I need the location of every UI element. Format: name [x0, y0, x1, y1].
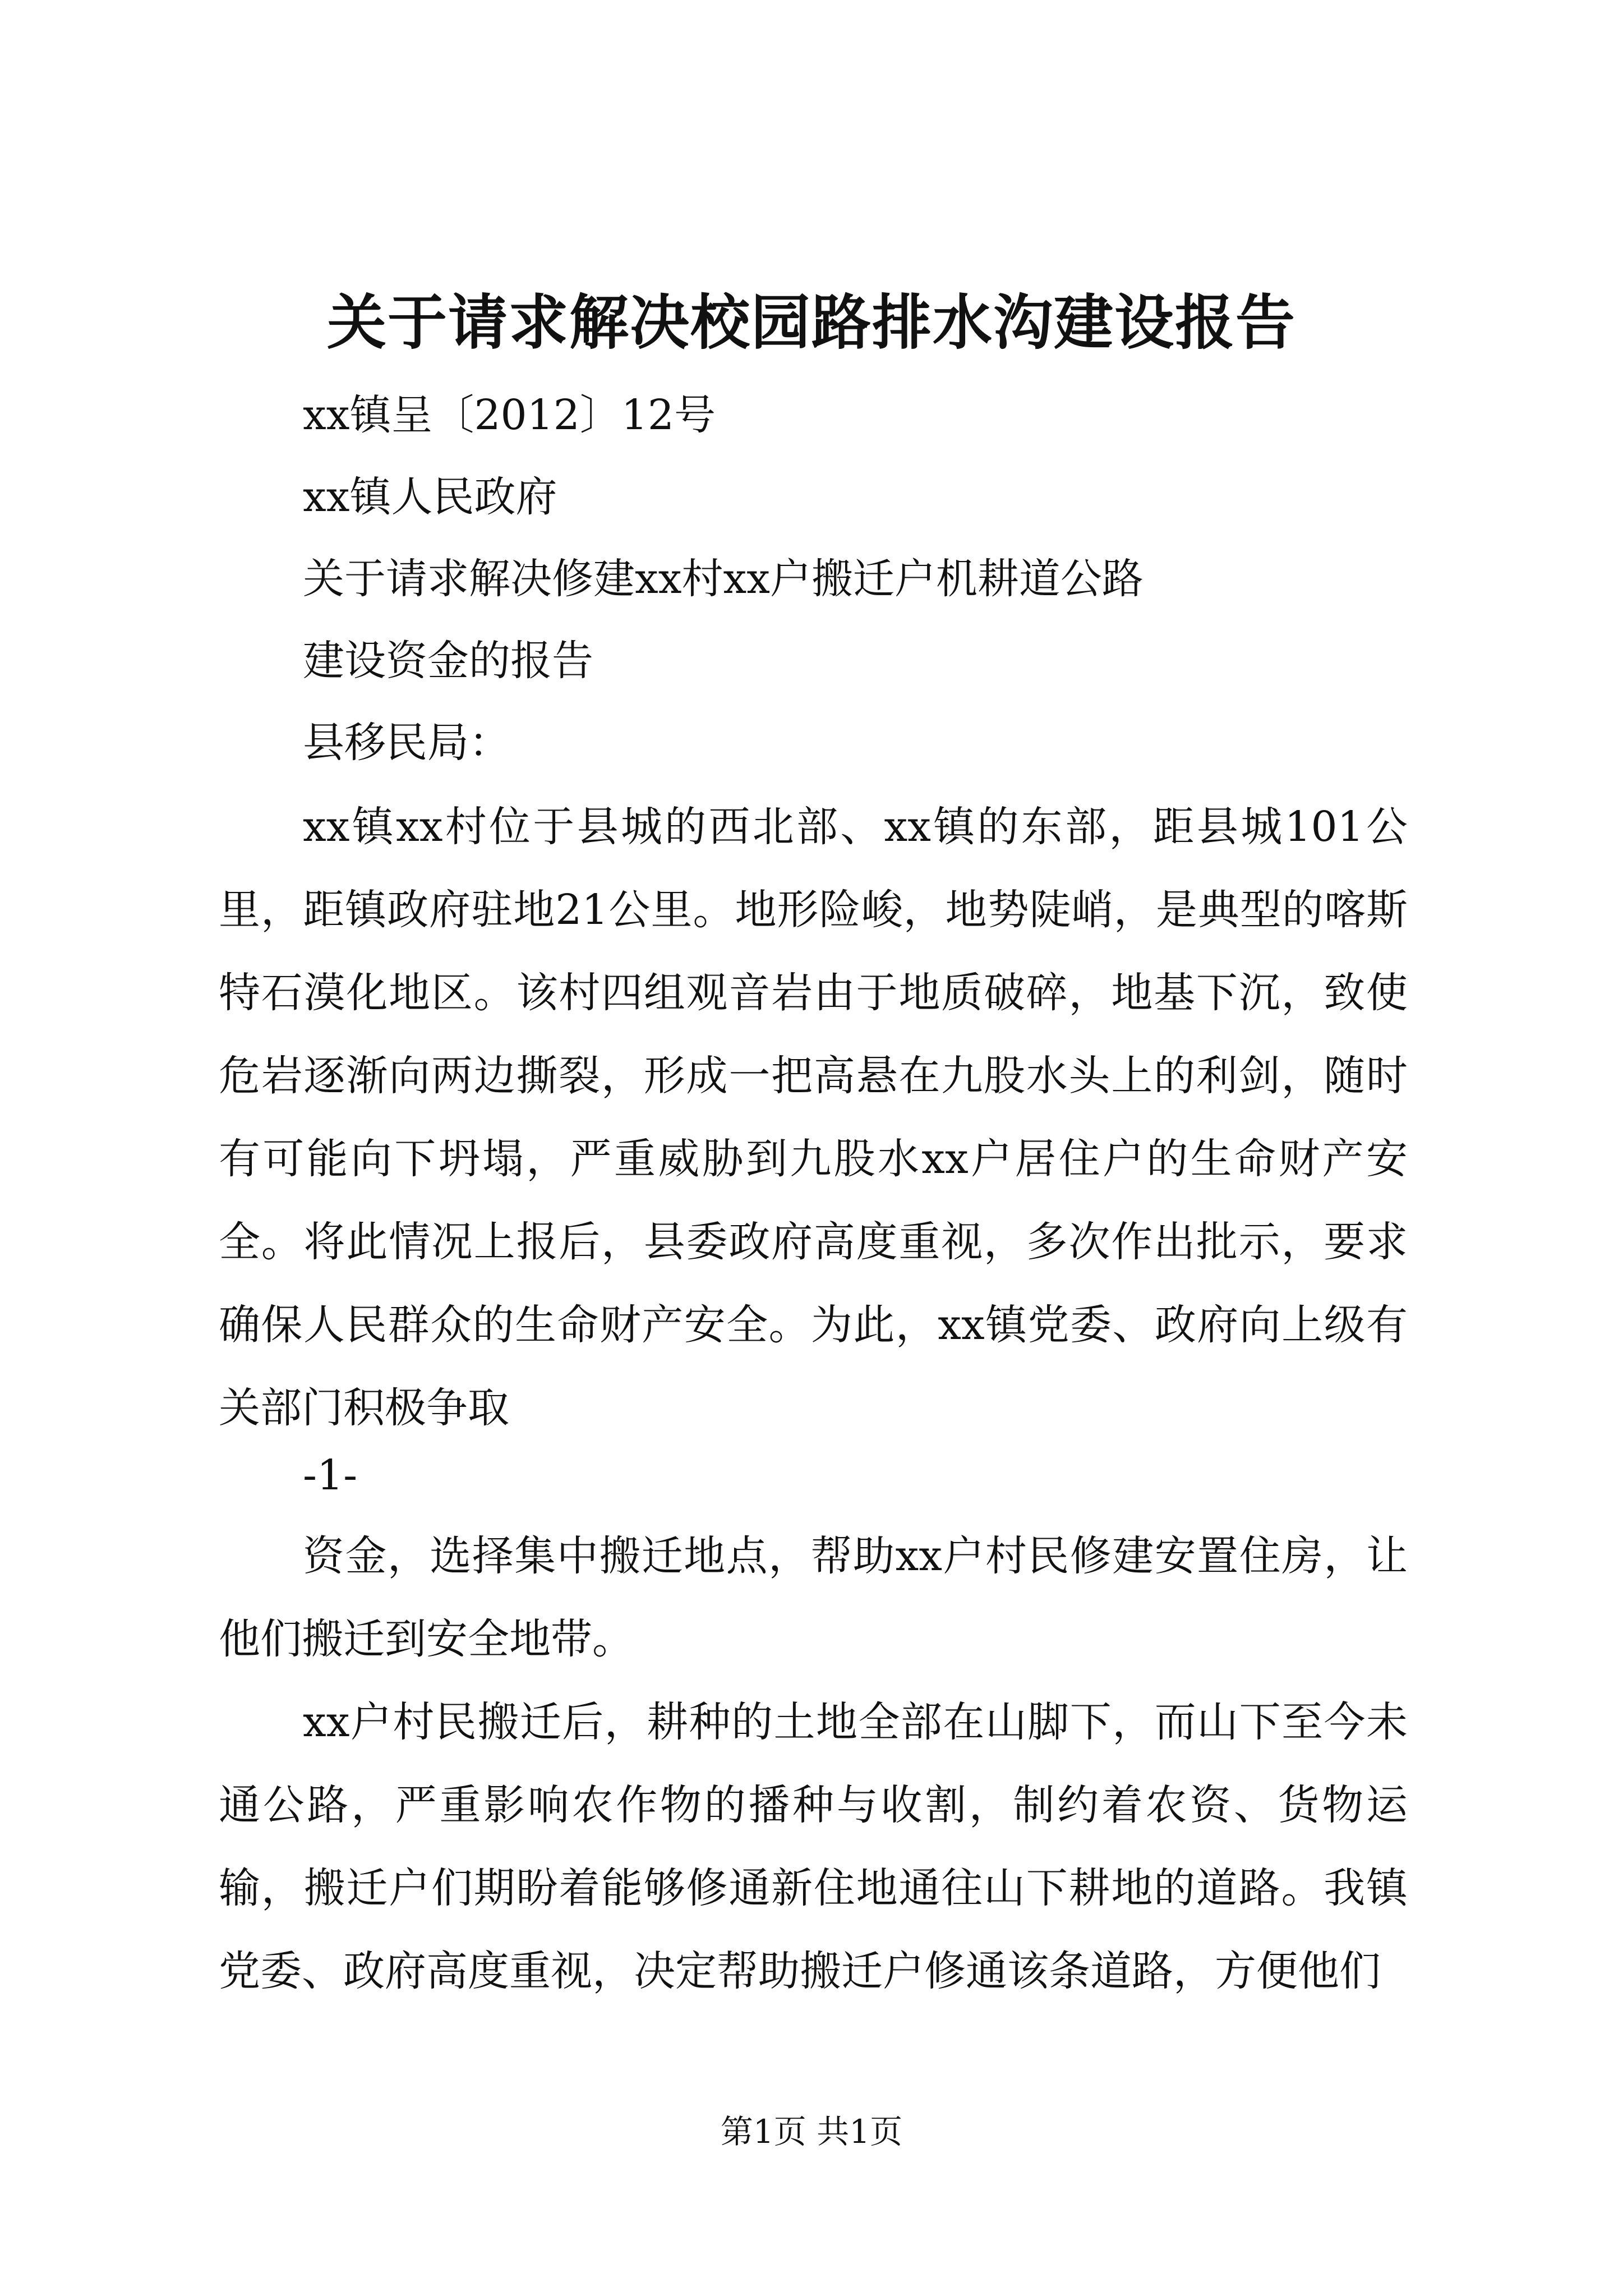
page-footer: 第1页 共1页 [720, 2113, 903, 2151]
issuer: xx镇人民政府 [303, 473, 557, 521]
subject-line-1: 关于请求解决修建xx村xx户搬迁户机耕道公路 [303, 555, 1144, 603]
addressee: 县移民局： [303, 719, 510, 767]
body-paragraph-1: xx镇xx村位于县城的西北部、xx镇的东部，距县城101公里，距镇政府驻地21公里。地形险峻，地势陡峭，是典型的喀斯特石漠化地区。该村四组观音岩由于地质破碎，地基下沉，致使危岩逐渐向两边撕裂，形成一把高悬在九股水头上的利剑，随时有可能向下坍塌，严重威胁到九股水xx户居住户的生命财产安全。将此情况上报后，县委政府高度重视，多次作出批示，要求确保人民群众的生命财产安全。为此，xx镇党委、政府向上级有关部门积极争取 [219, 803, 1408, 1432]
inline-page-mark: -1- [303, 1451, 358, 1499]
body-paragraph-2: 资金，选择集中搬迁地点，帮助xx户村民修建安置住房，让他们搬迁到安全地带。 [219, 1532, 1408, 1663]
body-paragraph-3: xx户村民搬迁后，耕种的土地全部在山脚下，而山下至今未通公路，严重影响农作物的播种与收割，制约着农资、货物运输，搬迁户们期盼着能够修通新住地通往山下耕地的道路。我镇党委、政府高度重视，决定帮助搬迁户修通该条道路，方便他们 [219, 1698, 1408, 1995]
document-title: 关于请求解决校园路排水沟建设报告 [327, 287, 1296, 357]
doc-number: xx镇呈〔2012〕12号 [303, 391, 716, 439]
subject-line-2: 建设资金的报告 [303, 637, 593, 685]
